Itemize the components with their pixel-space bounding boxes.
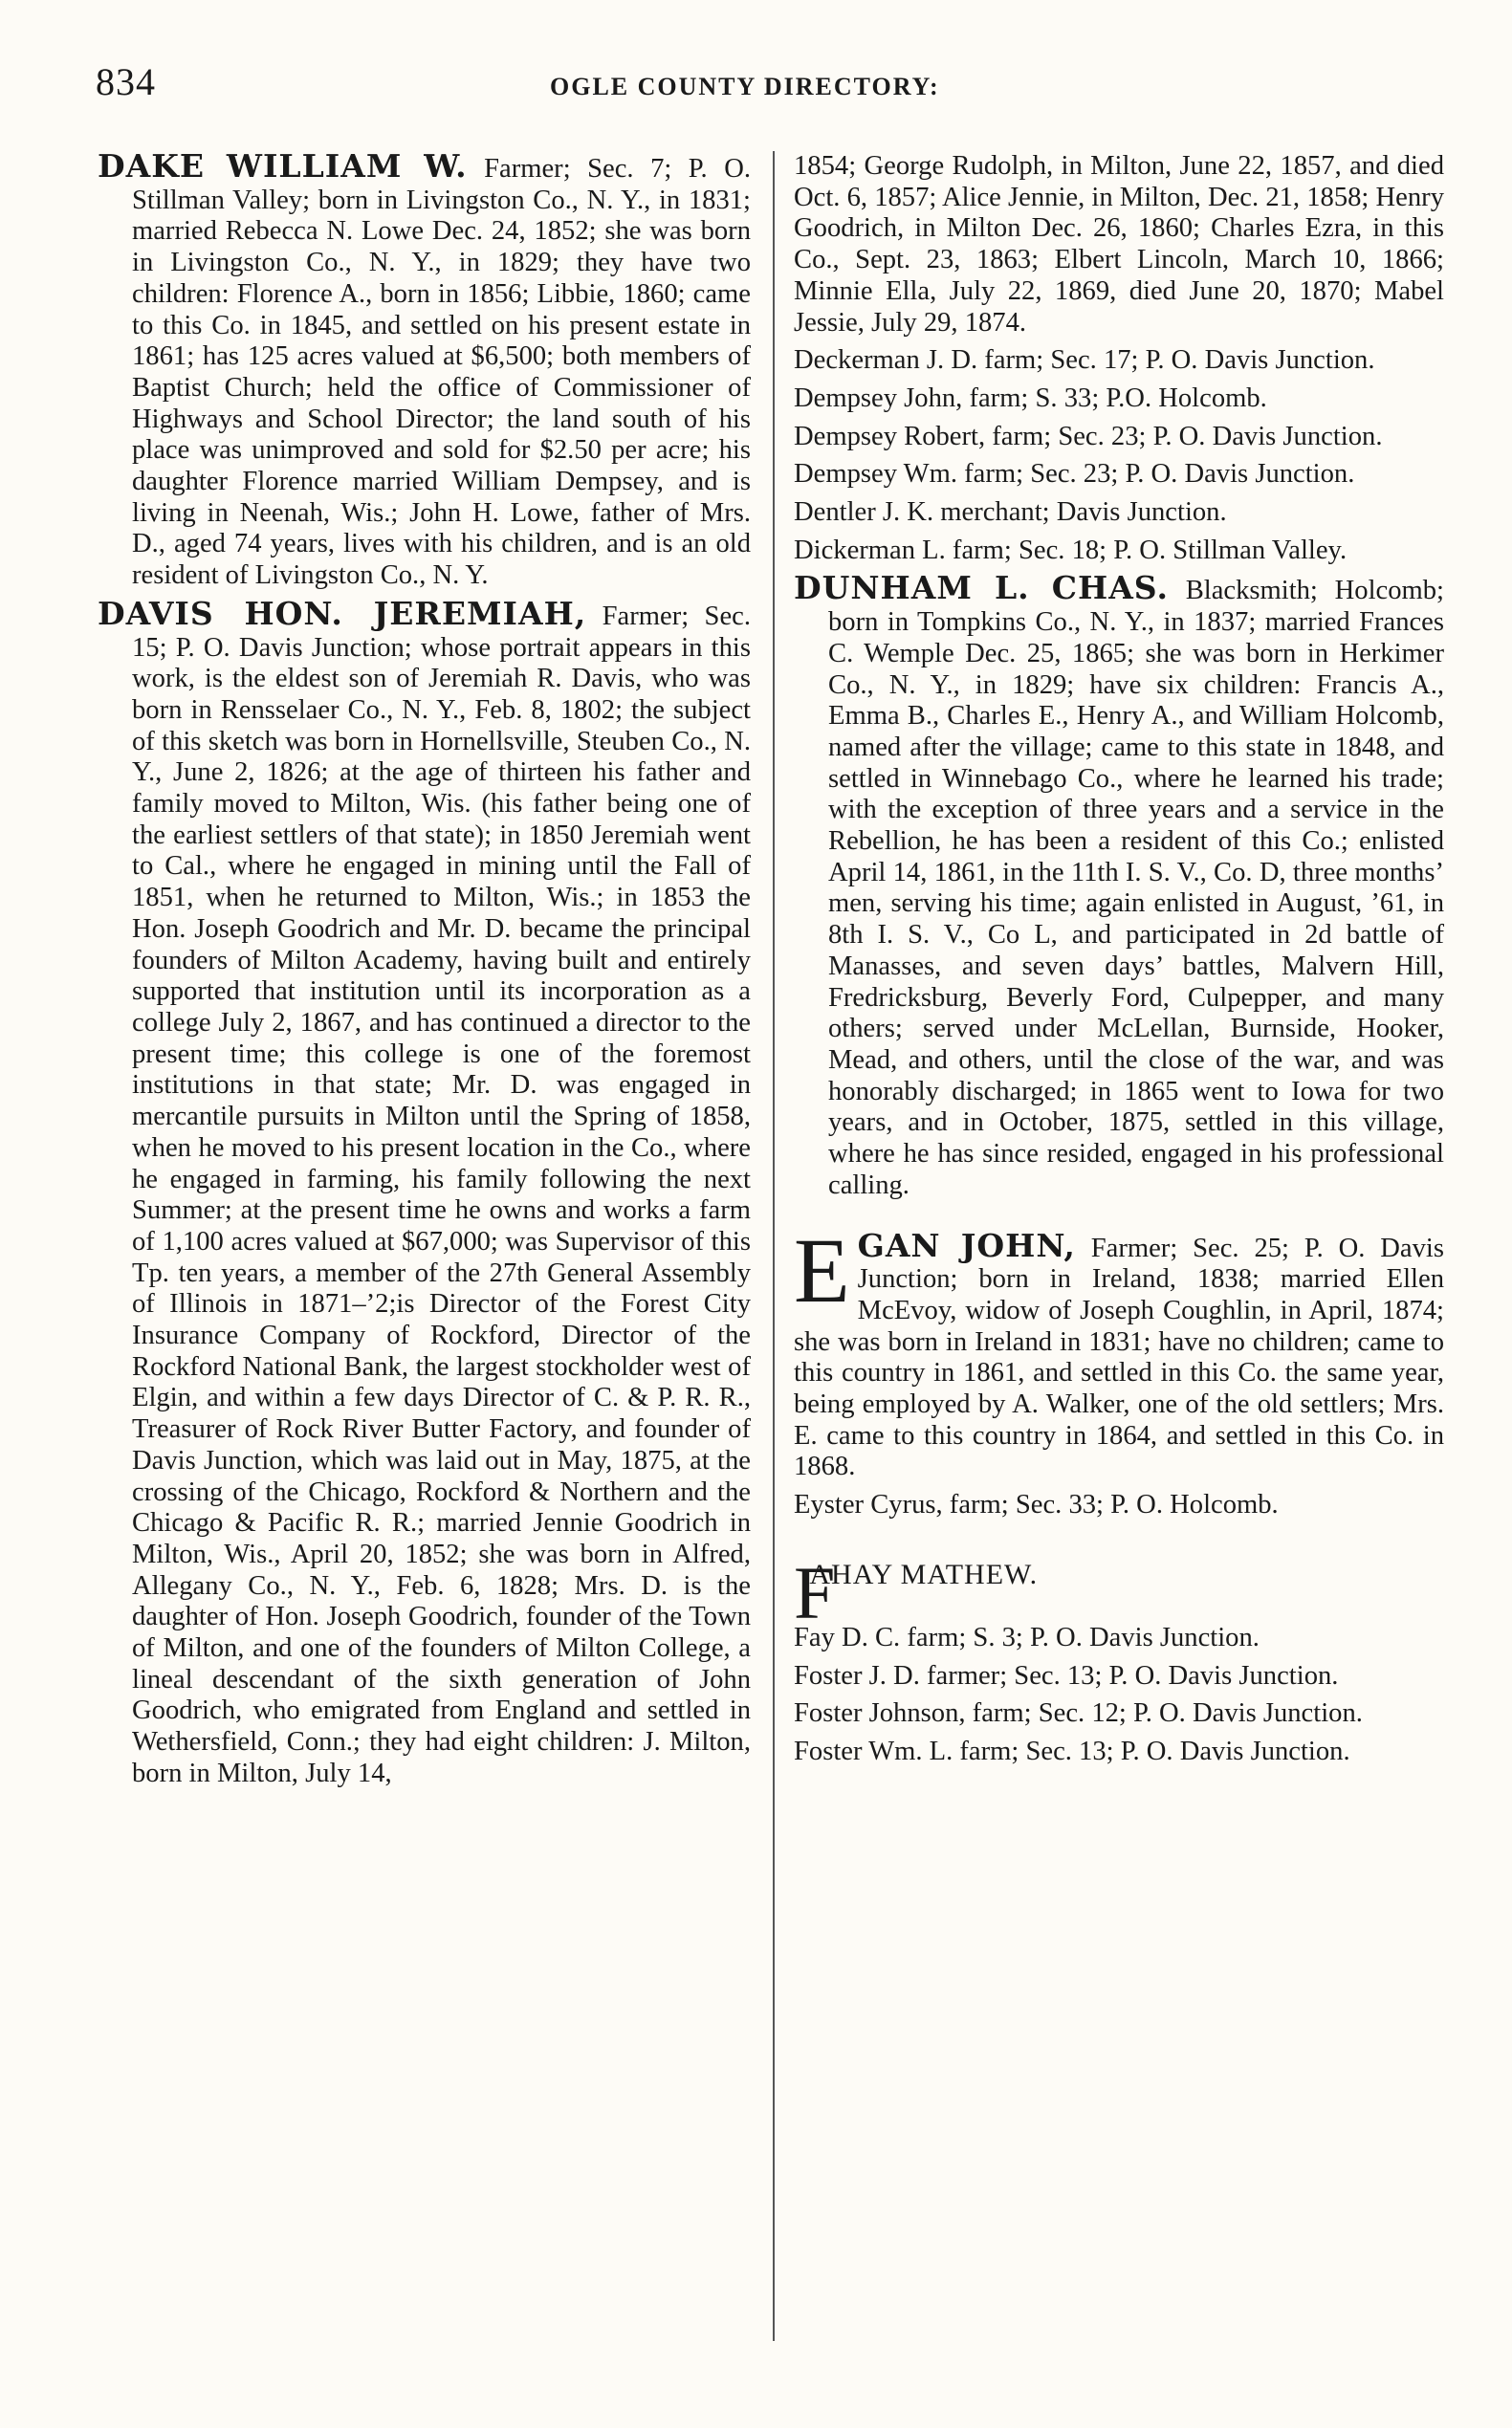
entry-text: Blacksmith; Holcomb; born in Tompkins Co., N. Y., in 1837; married Frances C. Wemple Dec. 25, 1865; she was born in Herkimer Co., N. Y., in 1829; have six children: Francis A., Emma B., Charles E., Henry A., and William Holcomb, named after the village; came to this state in 1848, and settled in Winnebago Co., where he learned his trade; with the exception of three years and a service in the Rebellion, he has been a resident of this Co.; enlisted April 14, 1861, in the 11th I. S. V., Co. D, three months’ men, serving his time; again enlisted in August, ’61, in 8th I. S. V., Co L, and participated in 2d battle of Manasses, and seven days’ battles, Malvern Hill, Fredricksburg, Beverly Ford, Culpepper, and many others; served under McLellan, Burnside, Hooker, Mead, and others, until the close of the war, and was honorably discharged; in 1865 went to Iowa for two years, and in October, 1875, settled in this village, where he has since resided, engaged in his professional calling. <box>828 576 1444 1200</box>
entry-eyster: Eyster Cyrus, farm; Sec. 33; P. O. Holcomb. <box>794 1490 1279 1520</box>
entry-text: AHAY MATHEW. <box>809 1558 1039 1590</box>
entry-foster-johnson: Foster Johnson, farm; Sec. 12; P. O. Davis Junction. <box>794 1698 1363 1729</box>
entry-davis-jeremiah <box>98 594 751 1790</box>
entry-egan-john <box>794 1218 1444 1484</box>
entry-dempsey-wm: Dempsey Wm. farm; Sec. 23; P. O. Davis Junction. <box>794 459 1355 490</box>
entry-text: Farmer; Sec. 7; P. O. Stillman Valley; born in Livingston Co., N. Y., in 1831; married Rebecca N. Lowe Dec. 24, 1852; she was born in Livingston Co., N. Y., in 1829; they have two children: Florence A., born in 1856; Libbie, 1860; came to this Co. in 1845, and settled on his present estate in 1861; has 125 acres valued at $6,500; both members of Baptist Church; held the office of Commissioner of Highways and School Director; the land south of his place was unimproved and sold for $2.50 per acre; his daughter Florence married William Dempsey, and is living in Neenah, Wis.; John H. Lowe, father of Mrs. D., aged 74 years, lives with his children, and is an old resident of Livingston Co., N. Y. <box>132 154 751 591</box>
drop-cap: F <box>794 1550 837 1634</box>
entry-dake-william <box>98 147 751 592</box>
entry-foster-jd: Foster J. D. farmer; Sec. 13; P. O. Davis Junction. <box>794 1660 1339 1691</box>
column-divider <box>773 151 775 2341</box>
entry-dempsey-john: Dempsey John, farm; S. 33; P.O. Holcomb. <box>794 383 1267 413</box>
entry-fay: Fay D. C. farm; S. 3; P. O. Davis Junction. <box>794 1622 1260 1652</box>
page-number: 834 <box>96 60 156 103</box>
entry-fahay-mathew <box>794 1550 1444 1634</box>
entry-name: DAKE WILLIAM W. <box>98 147 468 185</box>
entry-text: Farmer; Sec. 15; P. O. Davis Junction; whose portrait appears in this work, is the eldest son of Jeremiah R. Davis, who was born in Rensselaer Co., N. Y., Feb. 8, 1802; the subject of this sketch was born in Hornellsville, Steuben Co., N. Y., June 2, 1826; at the age of thirteen his father and family moved to Milton, Wis. (his father being one of the earliest settlers of that state); in 1850 Jeremiah went to Cal., where he engaged in mining until the Fall of 1851, when he returned to Milton, Wis.; in 1853 the Hon. Joseph Goodrich and Mr. D. became the principal founders of Milton Academy, having built and entirely supported that institution until its incorporation as a college July 2, 1867, and has continued a director to the present time; this college is one of the foremost institutions in that state; Mr. D. was engaged in mercantile pursuits in Milton until the Spring of 1858, when he moved to his present location in the Co., where he engaged in farming, his family following the next Summer; at the present time he owns and works a farm of 1,100 acres valued at $67,000; was Supervisor of this Tp. ten years, a member of the 27th General Assembly of Illinois in 1871–’2;is Director of the Forest City Insurance Company of Rockford, Director of the Rockford National Bank, the largest stockholder west of Elgin, and within a few days Director of C. & P. R. R., Treasurer of Rock River Butter Factory, and founder of Davis Junction, which was laid out in May, 1875, at the crossing of the Chicago, Rockford & Northern and the Chicago & Pacific R. R.; married Jennie Goodrich in Milton, Wis., April 20, 1852; she was born in Alfred, Allegany Co., N. Y., Feb. 6, 1828; Mrs. D. is the daughter of Hon. Joseph Goodrich, founder of the Town of Milton, and one of the founders of Milton College, a lineal descendant of the sixth generation of John Goodrich, who emigrated from England and settled in Wethersfield, Conn.; they had eight children: J. Milton, born in Milton, July 14, <box>132 601 751 1788</box>
entry-continuation: 1854; George Rudolph, in Milton, June 22, 1857, and died Oct. 6, 1857; Alice Jennie, in Milton, Dec. 21, 1858; Henry Goodrich, in Milton Dec. 26, 1860; Charles Ezra, in this Co., Sept. 23, 1863; Elbert Lincoln, March 10, 1866; Minnie Ella, July 22, 1869, died June 20, 1870; Mabel Jessie, July 29, 1874. <box>794 151 1444 338</box>
entry-foster-wm: Foster Wm. L. farm; Sec. 13; P. O. Davis Junction. <box>794 1736 1350 1766</box>
entry-name: GAN JOHN, <box>857 1226 1076 1264</box>
entry-dentler: Dentler J. K. merchant; Davis Junction. <box>794 497 1227 528</box>
left-column <box>98 147 751 1797</box>
entry-dempsey-robert: Dempsey Robert, farm; Sec. 23; P. O. Davis Junction. <box>794 421 1383 451</box>
entry-text: Farmer; Sec. 25; P. O. Davis Junction; born in Ireland, 1838; married Ellen McEvoy, widow of Joseph Coughlin, in April, 1874; she was born in Ireland in 1831; have no children; came to this country in 1861, and settled in this Co. the same year, being employed by A. Walker, one of the old settlers; Mrs. E. came to this country in 1864, and settled in this Co. in 1868. <box>794 1233 1444 1482</box>
entry-deckerman: Deckerman J. D. farm; Sec. 17; P. O. Davis Junction. <box>794 345 1375 376</box>
right-column <box>794 151 1444 1775</box>
entry-name: DAVIS HON. JEREMIAH, <box>98 594 587 632</box>
entry-dunham-chas <box>794 569 1444 1201</box>
entry-dickerman: Dickerman L. farm; Sec. 18; P. O. Stillman Valley. <box>794 535 1348 565</box>
entry-name: DUNHAM L. CHAS. <box>794 569 1169 607</box>
drop-cap: E <box>794 1218 850 1322</box>
running-head: OGLE COUNTY DIRECTORY: <box>550 73 940 100</box>
